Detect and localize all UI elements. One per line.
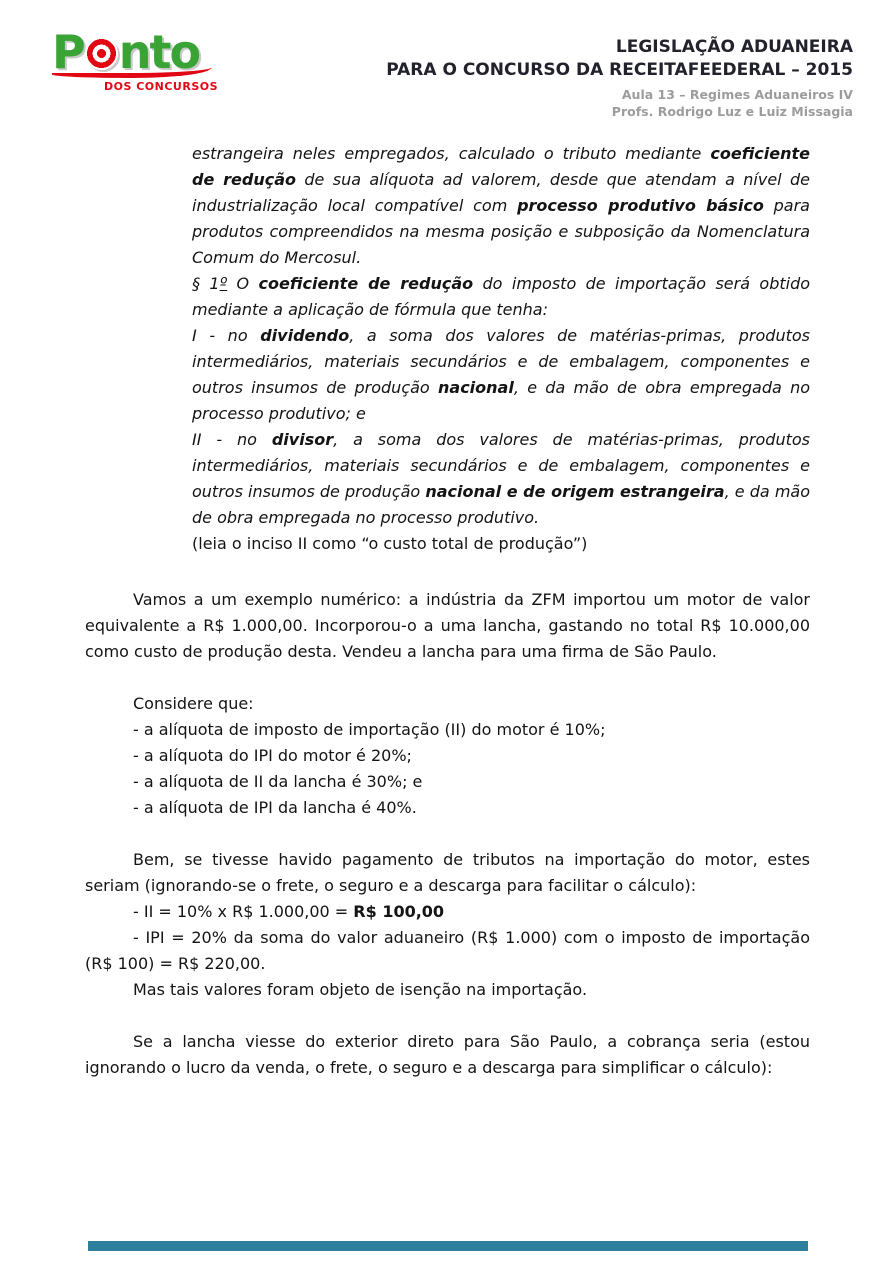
lesson-title: Aula 13 – Regimes Aduaneiros IV	[621, 87, 853, 102]
quote-paragraph-1: estrangeira neles empregados, calculado o tributo mediante coeficiente de redução de sua alíquota ad valorem, desde que atendam a nível de industrialização local compatível com processo produtivo básico para produtos compreendidos na mesma posição e subposição da Nomenclatura Comum do Mercosul.	[192, 144, 810, 267]
quote-note: (leia o inciso II como “o custo total de produção”)	[192, 534, 588, 553]
ii-calculation-line: - II = 10% x R$ 1.000,00 = R$ 100,00	[133, 902, 445, 921]
body-paragraph-conclusion: Se a lancha viesse do exterior direto para São Paulo, a cobrança seria (estou ignorando o lucro da venda, o frete, o seguro e a descarga para simplificar o cálculo):	[85, 1032, 810, 1077]
ipi-calculation-paragraph: - IPI = 20% da soma do valor aduaneiro (R$ 1.000) com o imposto de importação (R$ 100) = R$ 220,00.	[85, 928, 810, 973]
body-paragraph-taxes: Bem, se tivesse havido pagamento de tributos na importação do motor, estes seriam (ignorando-se o frete, o seguro e a descarga para facilitar o cálculo):	[85, 850, 810, 895]
logo-letter-p: P	[52, 25, 84, 79]
footer-bar	[88, 1241, 808, 1251]
course-title: LEGISLAÇÃO ADUANEIRA	[615, 37, 853, 57]
ponto-logo	[52, 25, 232, 93]
target-icon	[85, 37, 118, 70]
quote-paragraph-2: § 1º O coeficiente de redução do imposto de importação será obtido mediante a aplicação de fórmula que tenha:	[192, 274, 811, 319]
consider-item: - a alíquota de imposto de importação (II) do motor é 10%;	[133, 720, 606, 739]
professors-line: Profs. Rodrigo Luz e Luiz Missagia	[611, 104, 853, 119]
consider-item: - a alíquota do IPI do motor é 20%;	[133, 746, 412, 765]
consider-block	[85, 691, 810, 821]
quote-paragraph-4: II - no divisor, a soma dos valores de matérias-primas, produtos intermediários, materiais secundários e de embalagem, componentes e outros insumos de produção nacional e de origem estrangeira, e da mão de obra empregada no processo produtivo.	[192, 430, 811, 527]
body-paragraph-example: Vamos a um exemplo numérico: a indústria da ZFM importou um motor de valor equivalente a R$ 1.000,00. Incorporou-o a uma lancha, gastando no total R$ 10.000,00 como custo de produção desta. Vendeu a lancha para uma firma de São Paulo.	[85, 590, 810, 661]
page-header	[386, 36, 853, 120]
law-quote-block	[192, 141, 810, 557]
consider-item: - a alíquota de II da lancha é 30%; e	[133, 772, 423, 791]
consider-title: Considere que:	[133, 694, 254, 713]
consider-item: - a alíquota de IPI da lancha é 40%.	[133, 798, 417, 817]
logo-letters-nto: nto	[118, 25, 200, 79]
course-subtitle: PARA O CONCURSO DA RECEITAFEEDERAL – 2015	[386, 60, 853, 80]
quote-paragraph-3: I - no dividendo, a soma dos valores de matérias-primas, produtos intermediários, materiais secundários e de embalagem, componentes e outros insumos de produção nacional, e da mão de obra empregada no processo produtivo; e	[192, 326, 811, 423]
document-content	[85, 141, 810, 1081]
logo-subtitle: DOS CONCURSOS	[104, 80, 219, 93]
isencao-line: Mas tais valores foram objeto de isenção na importação.	[133, 980, 588, 999]
